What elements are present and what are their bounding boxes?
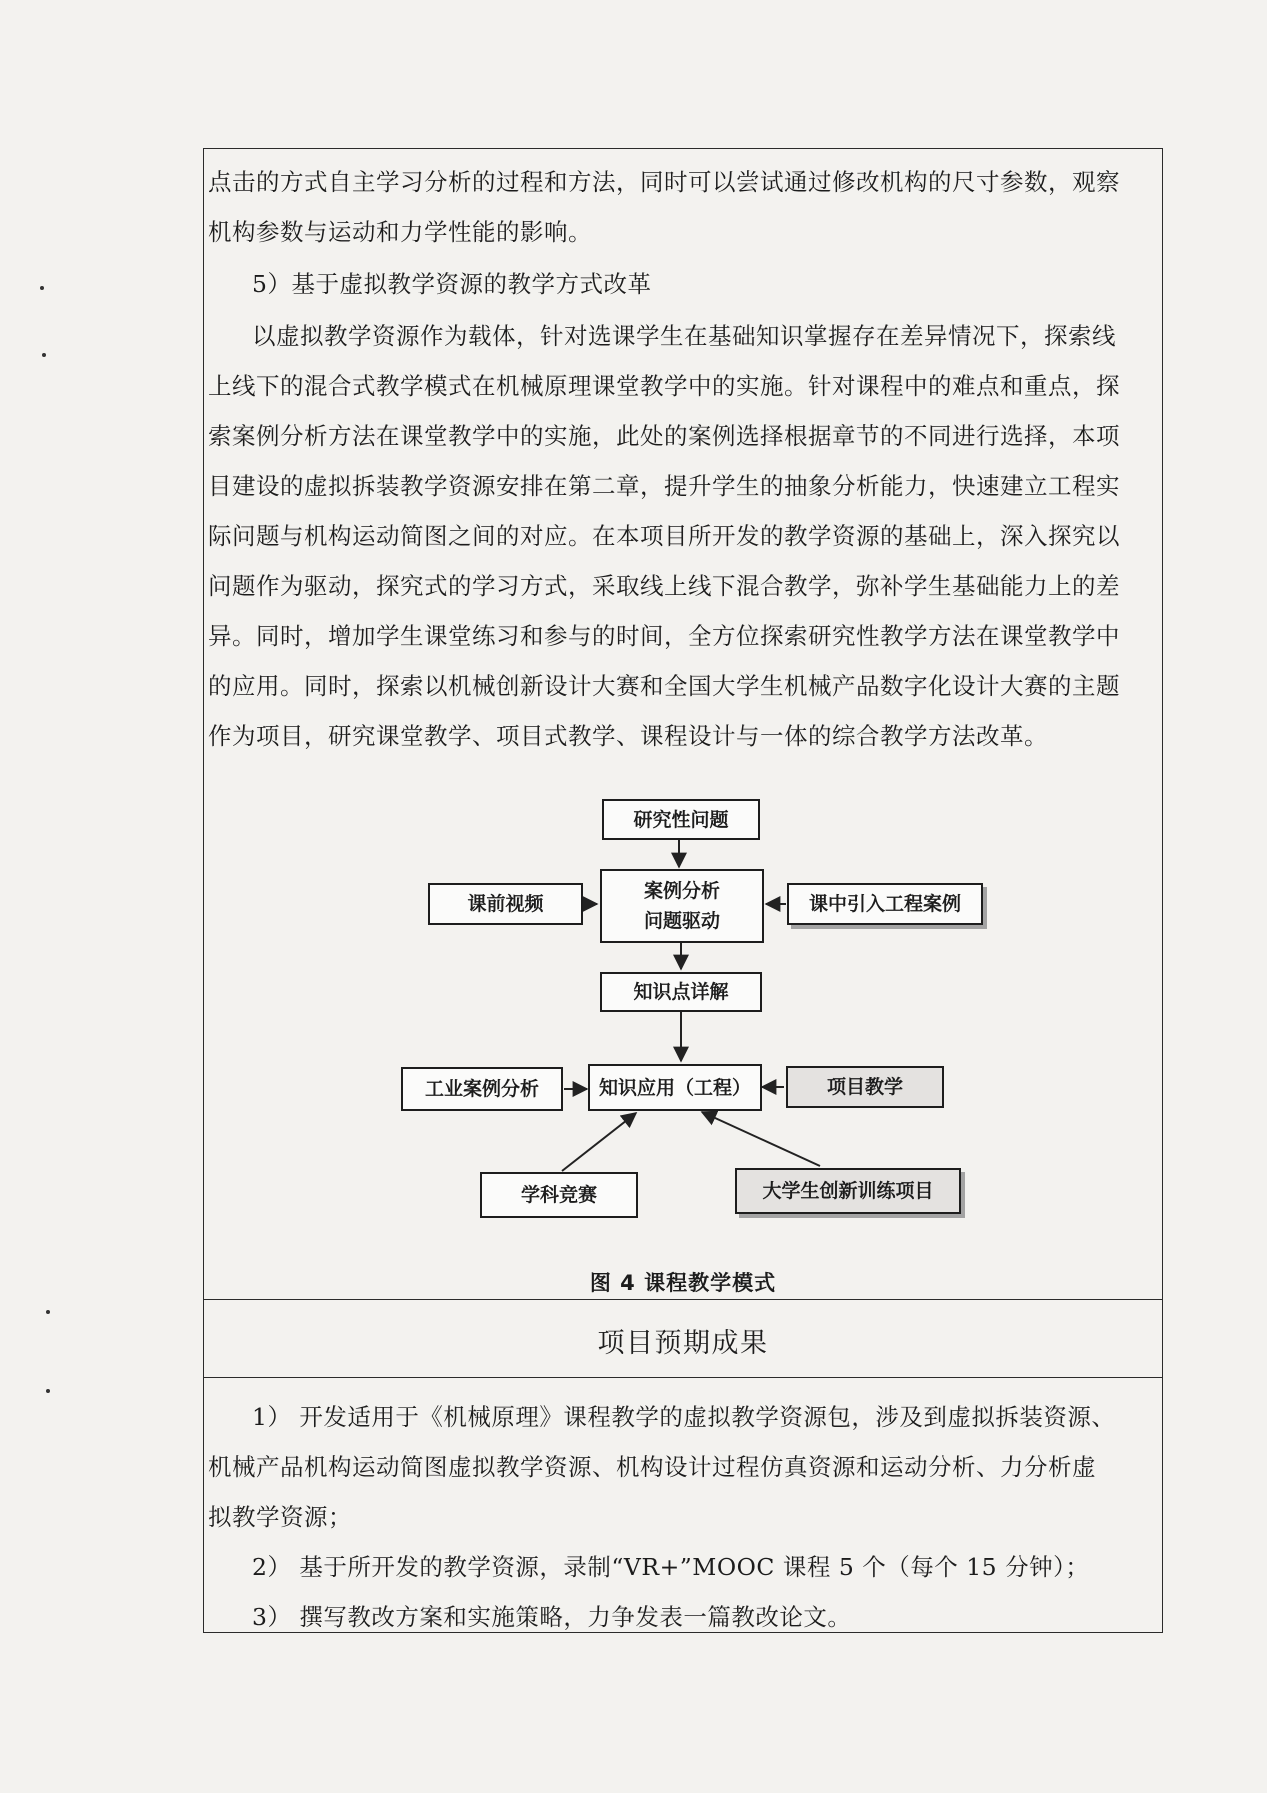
body-line: 点击的方式自主学习分析的过程和方法，同时可以尝试通过修改机构的尺寸参数，观察 [208,168,1120,196]
subject-competition-label: 学科竞赛 [520,1184,597,1206]
engineering-case-box [787,883,983,925]
body-line: 际问题与机构运动简图之间的对应。在本项目所开发的教学资源的基础上，深入探究以 [208,522,1120,550]
arrow-competition-to-application [562,1113,636,1171]
margin-mark [46,1389,50,1393]
result-item-1-line: 拟教学资源； [208,1503,352,1531]
innovation-project-box [735,1168,961,1214]
body-line: 问题作为驱动，探究式的学习方式，采取线上线下混合教学，弥补学生基础能力上的差 [208,572,1120,600]
divider [204,1299,1162,1300]
section-title: 项目预期成果 [597,1328,769,1359]
document-table [203,148,1163,1633]
body-line: 上线下的混合式教学模式在机械原理课堂教学中的实施。针对课程中的难点和重点，探 [208,372,1120,400]
result-item-1-line: 1） 开发适用于《机械原理》课程教学的虚拟教学资源包，涉及到虚拟拆装资源、 [252,1403,1116,1431]
result-item-3: 3） 撰写教改方案和实施策略，力争发表一篇教改论文。 [252,1603,852,1631]
engineering-case-label: 课中引入工程案例 [808,893,961,915]
knowledge-detail-label: 知识点详解 [633,981,729,1003]
divider [204,1377,1162,1378]
research-question-label: 研究性问题 [633,808,729,831]
body-line: 异。同时，增加学生课堂练习和参与的时间，全方位探索研究性教学方法在课堂教学中 [208,622,1120,650]
body-line: 的应用。同时，探索以机械创新设计大赛和全国大学生机械产品数字化设计大赛的主题 [208,672,1120,700]
body-line: 目建设的虚拟拆装教学资源安排在第二章，提升学生的抽象分析能力，快速建立工程实 [208,472,1120,500]
knowledge-application-box [588,1064,762,1111]
margin-mark [42,353,46,357]
case-analysis-label: 案例分析 [643,880,720,902]
body-line: 以虚拟教学资源作为载体，针对选课学生在基础知识掌握存在差异情况下，探索线 [252,322,1116,350]
knowledge-application-label: 知识应用（工程） [598,1076,751,1099]
teaching-mode-diagram [204,779,1164,1259]
margin-mark [46,1310,50,1314]
project-teaching-label: 项目教学 [826,1076,903,1098]
diagram-arrows [204,779,1164,1259]
innovation-project-label: 大学生创新训练项目 [762,1180,934,1202]
pre-class-video-label: 课前视频 [467,893,544,915]
margin-mark [40,286,44,290]
industrial-case-label: 工业案例分析 [424,1078,539,1100]
result-item-1-line: 机械产品机构运动简图虚拟教学资源、机构设计过程仿真资源和运动分析、力分析虚 [208,1453,1096,1481]
research-question-box [602,799,760,840]
knowledge-detail-box [600,972,762,1012]
result-item-2: 2） 基于所开发的教学资源，录制“VR+”MOOC 课程 5 个（每个 15 分钟）； [252,1553,1090,1581]
problem-driven-label: 问题驱动 [643,910,720,932]
case-analysis-box [600,869,764,943]
body-line: 作为项目，研究课堂教学、项目式教学、课程设计与一体的综合教学方法改革。 [208,722,1048,750]
industrial-case-box [401,1067,563,1111]
body-line: 索案例分析方法在课堂教学中的实施，此处的案例选择根据章节的不同进行选择，本项 [208,422,1120,450]
figure-caption: 图 4 课程教学模式 [589,1271,777,1295]
subheading: 5）基于虚拟教学资源的教学方式改革 [252,270,652,298]
teaching-reform-section [204,149,1162,1299]
body-line: 机构参数与运动和力学性能的影响。 [208,218,592,246]
subject-competition-box [480,1172,638,1218]
arrow-innovation-to-application [702,1112,820,1166]
pre-class-video-box [428,883,583,925]
project-teaching-box [786,1066,944,1108]
